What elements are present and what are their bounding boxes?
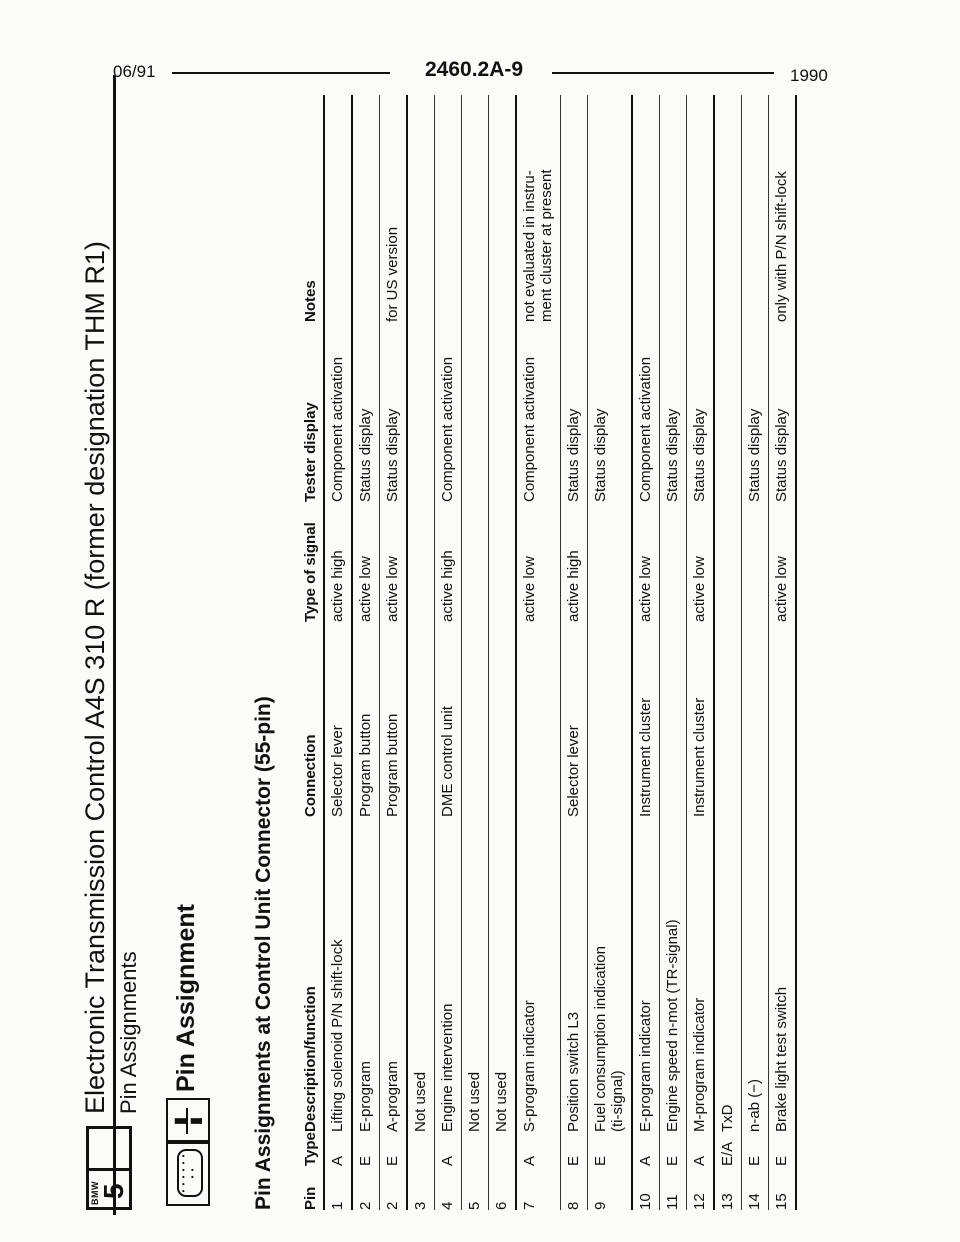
cell-signal-type: [742, 502, 769, 622]
header-rule-left: [172, 72, 390, 74]
cell-notes: [489, 95, 517, 322]
cell-connection: Selector lever: [324, 622, 352, 817]
cell-pin: 6: [489, 1166, 517, 1210]
cell-tester-display: Status display: [352, 322, 380, 502]
cell-tester-display: [462, 322, 489, 502]
table-row: [407, 95, 435, 1210]
cell-connection: Program button: [352, 622, 380, 817]
cell-pin: 4: [435, 1166, 462, 1210]
cell-type: A: [324, 1132, 352, 1166]
badge-series: 5: [98, 1183, 129, 1199]
cell-description: S-program indicator: [516, 817, 561, 1132]
cell-signal-type: active low: [769, 502, 797, 622]
header-connection: Connection: [300, 622, 324, 817]
header-notes: Notes: [300, 95, 324, 322]
cell-signal-type: active low: [380, 502, 408, 622]
cell-description: Fuel consumption indication (ti-signal): [588, 817, 633, 1132]
cell-pin: 11: [660, 1166, 687, 1210]
table-header-row: [300, 95, 324, 1210]
cell-type: E: [352, 1132, 380, 1166]
cell-pin: 15: [769, 1166, 797, 1210]
cell-connection: [660, 622, 687, 817]
cell-description: M-program indicator: [687, 817, 715, 1132]
cell-connection: [588, 622, 633, 817]
table-row: [660, 95, 687, 1210]
cell-notes: [407, 95, 435, 322]
cell-signal-type: active high: [324, 502, 352, 622]
header-year: 1990: [790, 66, 828, 85]
cell-tester-display: [489, 322, 517, 502]
cell-description: n-ab (−): [742, 817, 769, 1132]
cell-signal-type: active low: [632, 502, 660, 622]
cell-description: Brake light test switch: [769, 817, 797, 1132]
cell-type: A: [687, 1132, 715, 1166]
connector-icon: • • • • • • • •: [177, 1149, 203, 1197]
cell-pin: 1: [324, 1166, 352, 1210]
table-row: [769, 95, 797, 1210]
document-title: Electronic Transmission Control A4S 310 R (former designation THM R1): [80, 241, 110, 1114]
table-row: [588, 95, 633, 1210]
cell-signal-type: [407, 502, 435, 622]
cell-signal-type: [462, 502, 489, 622]
cell-signal-type: active low: [352, 502, 380, 622]
cell-type: E: [380, 1132, 408, 1166]
cell-tester-display: [714, 322, 742, 502]
cell-pin: 13: [714, 1166, 742, 1210]
cell-type: A: [516, 1132, 561, 1166]
cell-connection: [462, 622, 489, 817]
cell-notes: [632, 95, 660, 322]
cell-notes: [435, 95, 462, 322]
header-date: 06/91: [113, 62, 156, 81]
section-title: Pin Assignment: [172, 904, 200, 1092]
cell-type: A: [632, 1132, 660, 1166]
cell-type: [407, 1132, 435, 1166]
cell-type: [462, 1132, 489, 1166]
cell-tester-display: Status display: [742, 322, 769, 502]
cell-signal-type: [588, 502, 633, 622]
cell-description: Not used: [489, 817, 517, 1132]
cell-notes: [687, 95, 715, 322]
cell-description: E-program: [352, 817, 380, 1132]
cell-description: Position switch L3: [561, 817, 588, 1132]
table-row: [324, 95, 352, 1210]
cell-description: Not used: [407, 817, 435, 1132]
table-row: [742, 95, 769, 1210]
cell-tester-display: Component activation: [435, 322, 462, 502]
cell-type: E/A: [714, 1132, 742, 1166]
document-subtitle: Pin Assignments: [116, 951, 141, 1114]
table-row: [561, 95, 588, 1210]
cell-notes: [324, 95, 352, 322]
cell-tester-display: Status display: [561, 322, 588, 502]
cell-signal-type: active low: [687, 502, 715, 622]
header-signal-type: Type of signal: [300, 502, 324, 622]
cell-pin: 2: [352, 1166, 380, 1210]
pin-table: [300, 95, 797, 1210]
header-type: Type: [300, 1132, 324, 1166]
cell-description: Not used: [462, 817, 489, 1132]
cell-signal-type: [489, 502, 517, 622]
cell-connection: Instrument cluster: [687, 622, 715, 817]
pin-top-icon: ▮: [172, 1108, 188, 1134]
cell-type: E: [588, 1132, 633, 1166]
table-row: [380, 95, 408, 1210]
cell-tester-display: Component activation: [324, 322, 352, 502]
cell-connection: [489, 622, 517, 817]
cell-description: Lifting solenoid P/N shift-lock: [324, 817, 352, 1132]
cell-tester-display: Component activation: [516, 322, 561, 502]
cell-connection: Instrument cluster: [632, 622, 660, 817]
cell-type: E: [769, 1132, 797, 1166]
cell-description: E-program indicator: [632, 817, 660, 1132]
cell-notes: [462, 95, 489, 322]
cell-pin: 8: [561, 1166, 588, 1210]
cell-tester-display: [407, 322, 435, 502]
cell-connection: [714, 622, 742, 817]
cell-description: TxD: [714, 817, 742, 1132]
cell-tester-display: Component activation: [632, 322, 660, 502]
cell-description: Engine speed n-mot (TR-signal): [660, 817, 687, 1132]
cell-pin: 3: [407, 1166, 435, 1210]
header-code: 2460.2A-9: [425, 58, 524, 81]
table-row: [516, 95, 561, 1210]
cell-type: E: [660, 1132, 687, 1166]
cell-notes: [714, 95, 742, 322]
header-tester-display: Tester display: [300, 322, 324, 502]
cell-type: A: [435, 1132, 462, 1166]
cell-pin: 7: [516, 1166, 561, 1210]
cell-notes: [660, 95, 687, 322]
model-badge: [86, 1126, 132, 1210]
pin-symbol: [166, 1098, 210, 1142]
table-title: Pin Assignments at Control Unit Connector (55-pin): [252, 696, 275, 1210]
cell-notes: only with P/N shift-lock: [769, 95, 797, 322]
cell-pin: 5: [462, 1166, 489, 1210]
cell-connection: Program button: [380, 622, 408, 817]
cell-signal-type: [714, 502, 742, 622]
cell-signal-type: active high: [435, 502, 462, 622]
cell-notes: [561, 95, 588, 322]
cell-pin: 12: [687, 1166, 715, 1210]
pin-bottom-icon: ▮: [187, 1117, 203, 1125]
table-row: [632, 95, 660, 1210]
cell-connection: [407, 622, 435, 817]
cell-notes: [352, 95, 380, 322]
badge-brand: BMW: [90, 1181, 100, 1205]
cell-connection: [769, 622, 797, 817]
page-header: [0, 60, 960, 90]
table-row: [687, 95, 715, 1210]
cell-notes: [588, 95, 633, 322]
table-row: [714, 95, 742, 1210]
cell-tester-display: Status display: [588, 322, 633, 502]
cell-tester-display: Status display: [769, 322, 797, 502]
rotated-page-content: [80, 90, 820, 1210]
connector-symbol: [166, 1142, 210, 1206]
table-row: [462, 95, 489, 1210]
cell-connection: [742, 622, 769, 817]
cell-pin: 2: [380, 1166, 408, 1210]
cell-notes: [742, 95, 769, 322]
table-row: [489, 95, 517, 1210]
cell-connection: Selector lever: [561, 622, 588, 817]
cell-connection: DME control unit: [435, 622, 462, 817]
table-row: [352, 95, 380, 1210]
cell-signal-type: [660, 502, 687, 622]
cell-type: [489, 1132, 517, 1166]
cell-tester-display: Status display: [660, 322, 687, 502]
cell-type: E: [561, 1132, 588, 1166]
cell-notes: not evaluated in instru- ment cluster at present: [516, 95, 561, 322]
cell-tester-display: Status display: [687, 322, 715, 502]
cell-pin: 9: [588, 1166, 633, 1210]
table-row: [435, 95, 462, 1210]
header-description: Description/function: [300, 817, 324, 1132]
cell-notes: for US version: [380, 95, 408, 322]
header-pin: Pin: [300, 1166, 324, 1210]
cell-tester-display: Status display: [380, 322, 408, 502]
cell-type: E: [742, 1132, 769, 1166]
header-rule-right: [552, 72, 774, 74]
badge-series-cell: [89, 1168, 129, 1207]
cell-pin: 14: [742, 1166, 769, 1210]
cell-pin: 10: [632, 1166, 660, 1210]
cell-signal-type: active high: [561, 502, 588, 622]
cell-signal-type: active low: [516, 502, 561, 622]
cell-description: Engine intervention: [435, 817, 462, 1132]
cell-connection: [516, 622, 561, 817]
cell-description: A-program: [380, 817, 408, 1132]
